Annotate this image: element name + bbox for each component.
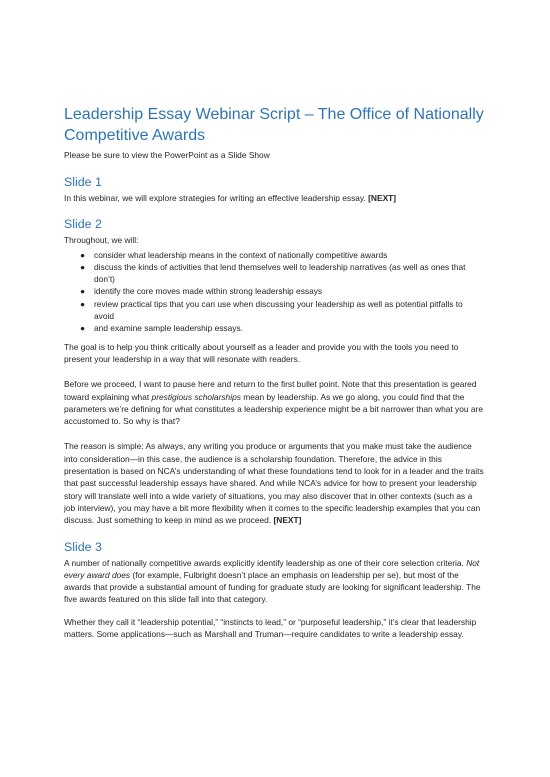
- slide-2-heading: Slide 2: [64, 217, 102, 232]
- slide-2-intro: Throughout, we will:: [64, 235, 139, 246]
- bullet-text: identify the core moves made within strong leadership essays: [94, 286, 323, 297]
- bullet-icon: ●: [80, 261, 86, 272]
- slide-3-paragraph-criteria: [64, 557, 484, 606]
- bullet-item: [80, 249, 484, 261]
- slide-2-paragraph-goal: The goal is to help you think critically about yourself as a leader and provide you with the tools you need to present your leadership in a way that will resonate with readers.: [64, 341, 459, 364]
- bullet-icon: ●: [80, 249, 86, 260]
- slide-2-paragraph-proceed: [64, 378, 484, 427]
- bullet-text: and examine sample leadership essays.: [94, 323, 243, 334]
- paragraph-text: Before we proceed, I want to pause here and return to the first bullet point. Note that this presentation is geared toward explaining what: [64, 379, 477, 402]
- bullet-text: consider what leadership means in the context of nationally competitive awards: [94, 249, 388, 260]
- slide-3-heading: Slide 3: [64, 539, 102, 554]
- emphasis-text: prestigious scholarships: [151, 391, 241, 402]
- paragraph-text: mean by leadership. As we go along, you could find that the parameters we’re defining for what constitutes a leadership experience might be a bit narrower than what you are accustomed to. So why is that?: [64, 391, 483, 427]
- document-subtitle: Please be sure to view the PowerPoint as a Slide Show: [64, 150, 270, 160]
- bullet-icon: ●: [80, 298, 86, 309]
- bullet-item: [80, 298, 484, 323]
- bullet-item: [80, 285, 484, 297]
- bullet-text: discuss the kinds of activities that lend themselves well to leadership narratives (as well as ones that don’t): [94, 261, 466, 285]
- slide-1-paragraph: [64, 192, 484, 204]
- slide-1-text: In this webinar, we will explore strategies for writing an effective leadership essay.: [64, 193, 369, 203]
- paragraph-text: (for example, Fulbright doesn’t place an emphasis on leadership per se), but most of the awards that provide a substantial amount of funding for graduate study are looking for significant leadership. The five awards featured on this slide fall into that category.: [64, 569, 481, 605]
- paragraph-text: The reason is simple: As always, any writing you produce or arguments that you make must take the audience into consideration—in this case, the audience is a scholarship foundation. Therefore, the advice in this presentation is based on NCA’s understanding of what these foundations tend to look for in a leader and the traits that past successful leadership essays have shared. And while NCA’s advice for how to present your leadership story will translate well into a wide variety of situations, you may also discover that in other contexts (such as a job interview), you may have a bit more flexibility when it comes to the specific leadership examples that you can discuss. Just something to keep in mind as we proceed.: [64, 441, 484, 526]
- next-marker: [NEXT]: [273, 515, 302, 526]
- bullet-item: [80, 322, 484, 334]
- document-title: Leadership Essay Webinar Script – The Office of Nationally Competitive Awards: [64, 106, 484, 144]
- slide-3-paragraph-leadership: Whether they call it “leadership potential,” “instincts to lead,” or “purposeful leadership,” it’s clear that leadership matters. Some applications—such as Marshall and Truman—require candidates to write a leadership essay.: [64, 616, 477, 640]
- bullet-text: review practical tips that you can use when discussing your leadership as well as potential pitfalls to avoid: [94, 298, 463, 322]
- bullet-item: [80, 261, 484, 286]
- bullet-icon: ●: [80, 286, 86, 297]
- emphasis-text: Not every award does: [64, 557, 480, 580]
- slide-2-paragraph-reason: [64, 440, 484, 526]
- bullet-icon: ●: [80, 323, 86, 334]
- next-marker: [NEXT]: [368, 193, 397, 203]
- slide-1-heading: Slide 1: [64, 175, 102, 189]
- slide-2-bullet-list: [64, 249, 484, 335]
- paragraph-text: A number of nationally competitive awards explicitly identify leadership as one of their core selection criteria.: [64, 557, 467, 568]
